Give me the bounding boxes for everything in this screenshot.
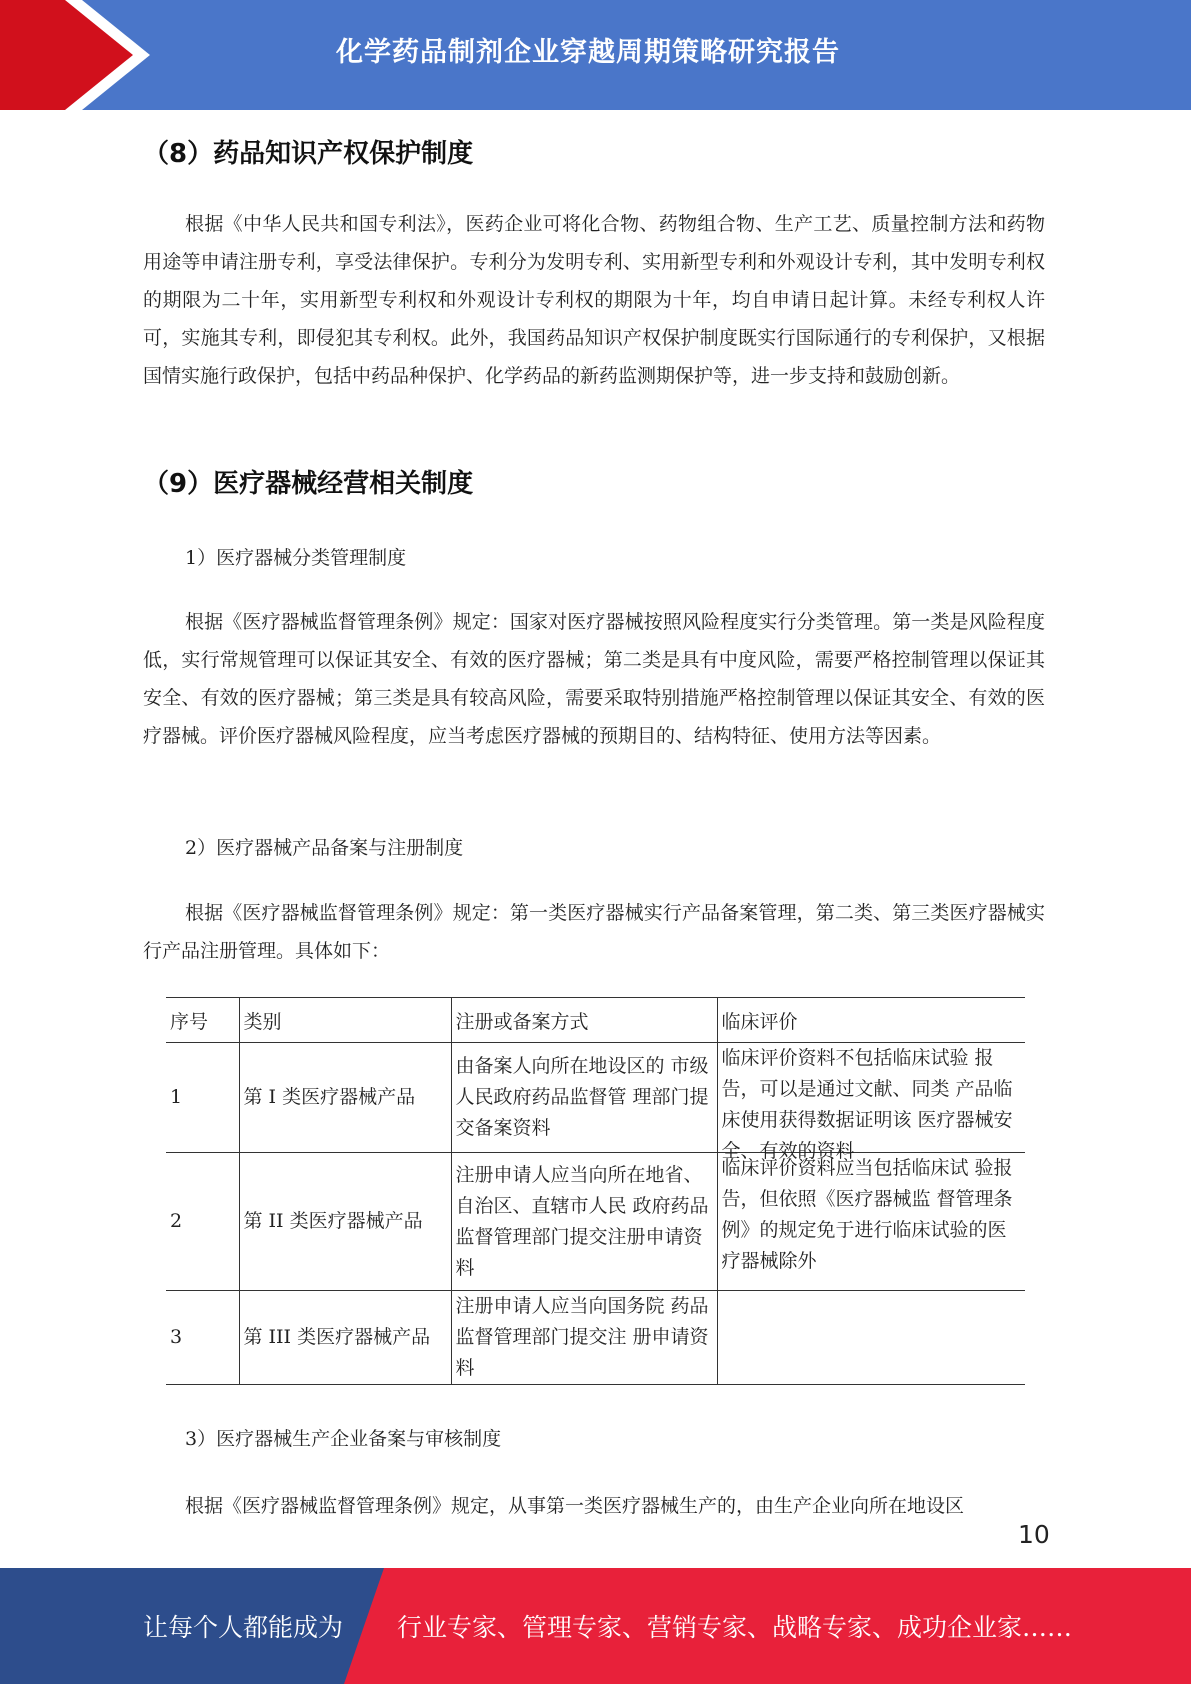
header-index: 序号	[166, 998, 239, 1043]
footer-slogan-left: 让每个人都能成为	[143, 1613, 344, 1642]
header-clinical: 临床评价	[717, 998, 1025, 1043]
table-row	[166, 1153, 1025, 1291]
header-method: 注册或备案方式	[451, 998, 717, 1043]
table-header-row	[166, 998, 1025, 1043]
table-row	[166, 1043, 1025, 1153]
page-footer	[0, 1568, 1191, 1684]
subheading-classification: 1）医疗器械分类管理制度	[185, 547, 407, 569]
row-index: 3	[166, 1291, 239, 1385]
row-method: 注册申请人应当向国务院 药品监督管理部门提交注 册申请资料	[451, 1291, 717, 1385]
page-number: 10	[1018, 1520, 1050, 1549]
footer-slogan-right: 行业专家、管理专家、营销专家、战略专家、成功企业家……	[397, 1613, 1073, 1642]
header-category: 类别	[239, 998, 451, 1043]
row-clinical: 临床评价资料应当包括临床试 验报告，但依照《医疗器械监 督管理条例》的规定免于进行临床试验的医疗器械除外	[717, 1153, 1025, 1291]
subheading-registration: 2）医疗器械产品备案与注册制度	[185, 837, 464, 859]
table-row	[166, 1291, 1025, 1385]
row-category: 第 II 类医疗器械产品	[239, 1153, 451, 1291]
report-title: 化学药品制剂企业穿越周期策略研究报告	[336, 37, 840, 68]
registration-paragraph: 根据《医疗器械监督管理条例》规定：第一类医疗器械实行产品备案管理，第二类、第三类医疗器械实行产品注册管理。具体如下：	[143, 902, 1045, 962]
row-method: 由备案人向所在地设区的 市级人民政府药品监督管 理部门提交备案资料	[451, 1043, 717, 1153]
row-clinical	[717, 1291, 1025, 1385]
row-index: 1	[166, 1043, 239, 1153]
subheading-enterprise: 3）医疗器械生产企业备案与审核制度	[185, 1428, 502, 1450]
row-clinical-text: 临床评价资料不包括临床试验 报告，可以是通过文献、同类 产品临床使用获得数据证明该 医疗器械安全、有效的资料	[721, 1047, 1013, 1162]
row-method: 注册申请人应当向所在地省、自治区、直辖市人民 政府药品监督管理部门提交注册申请资料	[451, 1153, 717, 1291]
device-class-table	[166, 997, 1025, 1385]
classification-paragraph: 根据《医疗器械监督管理条例》规定：国家对医疗器械按照风险程度实行分类管理。第一类是风险程度低，实行常规管理可以保证其安全、有效的医疗器械；第二类是具有中度风险，需要严格控制管理以保证其安全、有效的医疗器械；第三类是具有较高风险，需要采取特别措施严格控制管理以保证其安全、有效的医疗器械。评价医疗器械风险程度，应当考虑医疗器械的预期目的、结构特征、使用方法等因素。	[143, 611, 1045, 747]
enterprise-paragraph: 根据《医疗器械监督管理条例》规定，从事第一类医疗器械生产的，由生产企业向所在地设区	[185, 1495, 965, 1517]
row-category: 第 III 类医疗器械产品	[239, 1291, 451, 1385]
page-header	[0, 0, 1191, 110]
row-clinical	[717, 1043, 1025, 1162]
section-8-heading: （8）药品知识产权保护制度	[143, 139, 474, 169]
section-9-heading: （9）医疗器械经营相关制度	[143, 469, 474, 499]
row-category: 第 I 类医疗器械产品	[239, 1043, 451, 1153]
section-8-paragraph: 根据《中华人民共和国专利法》，医药企业可将化合物、药物组合物、生产工艺、质量控制方法和药物用途等申请注册专利，享受法律保护。专利分为发明专利、实用新型专利和外观设计专利，其中发明专利权的期限为二十年，实用新型专利权和外观设计专利权的期限为十年，均自申请日起计算。未经专利权人许可，实施其专利，即侵犯其专利权。此外，我国药品知识产权保护制度既实行国际通行的专利保护，又根据国情实施行政保护，包括中药品种保护、化学药品的新药监测期保护等，进一步支持和鼓励创新。	[143, 213, 1045, 387]
row-index: 2	[166, 1153, 239, 1291]
